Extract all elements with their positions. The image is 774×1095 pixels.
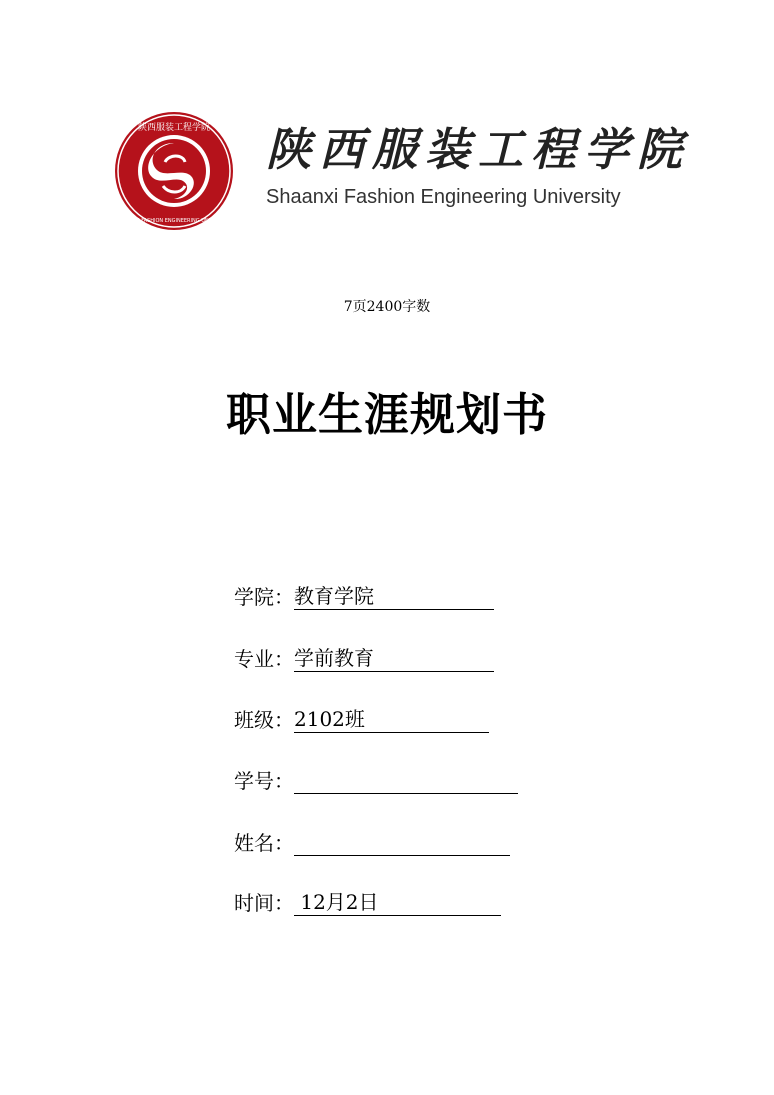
field-class-value: 2102班	[294, 706, 489, 733]
field-college	[234, 580, 494, 610]
university-seal-logo	[113, 110, 235, 232]
field-name-label: 姓名：	[234, 831, 294, 855]
seal-ring-cn: 陕西服装工程学院	[137, 123, 211, 133]
field-name	[234, 826, 510, 856]
field-major	[234, 642, 494, 672]
field-major-label: 专业：	[234, 647, 294, 671]
field-college-value: 教育学院	[294, 583, 494, 610]
school-name-en: Shaanxi Fashion Engineering University	[266, 186, 621, 208]
field-student-id-label: 学号：	[234, 769, 294, 793]
field-student-id-value	[294, 793, 518, 794]
field-class-label: 班级：	[234, 708, 294, 732]
page-count-note: 7页2400字数	[343, 299, 431, 315]
seal-ring-en: SHAANXI FASHION ENGINEERING UNIVERSITY	[117, 218, 231, 224]
field-date-value: 12月2日	[294, 889, 501, 916]
field-class	[234, 703, 489, 733]
field-date-label: 时间：	[234, 891, 294, 915]
document-title: 职业生涯规划书	[225, 388, 548, 441]
field-college-label: 学院：	[234, 585, 294, 609]
field-major-value: 学前教育	[294, 645, 494, 672]
field-date	[234, 886, 501, 916]
school-name-cn: 陕西服装工程学院	[266, 123, 691, 176]
field-name-value	[294, 855, 510, 856]
field-student-id	[234, 764, 518, 794]
